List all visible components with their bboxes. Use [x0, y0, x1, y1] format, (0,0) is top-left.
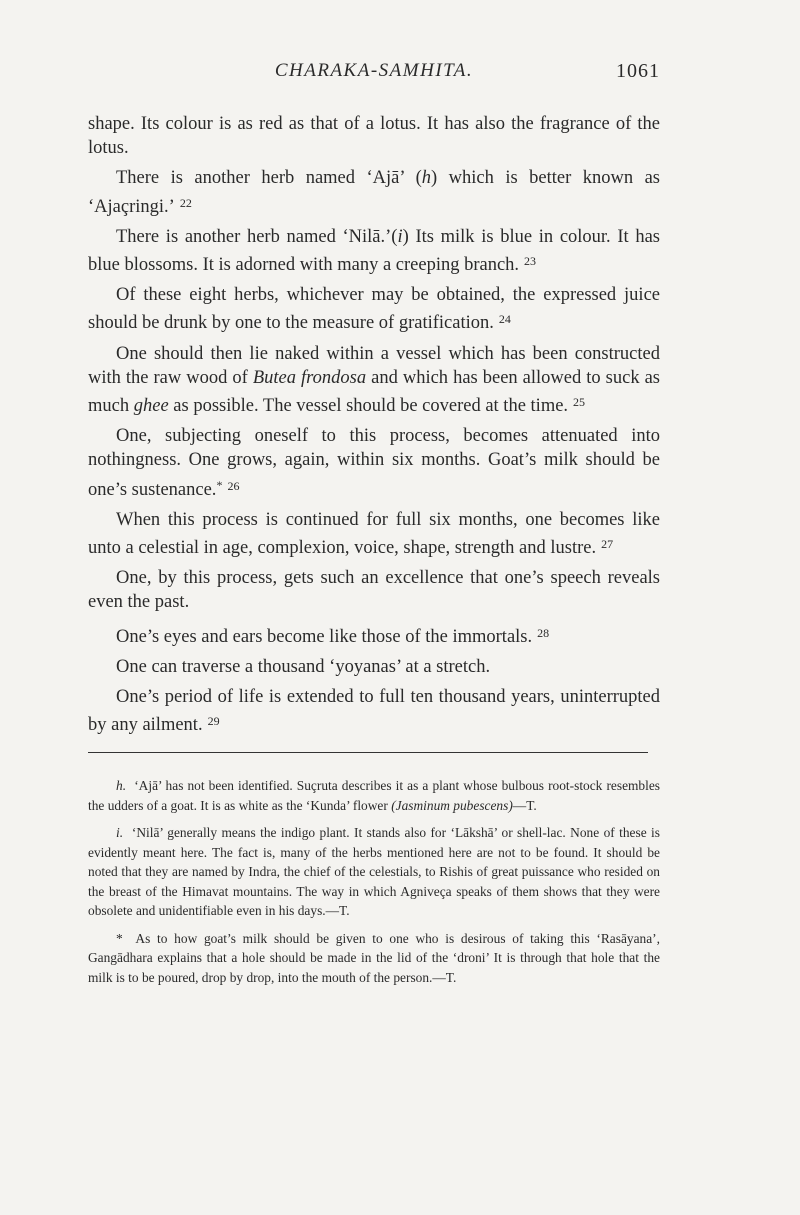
paragraph-7: When this process is continued for full six months, one becomes like unto a celestial in age, complexion, voice, shape, strength and lustre. $^{27}$: [88, 509, 660, 559]
verse-number: 29: [207, 714, 220, 729]
italic-term: (Jasminum pubescens): [391, 797, 513, 813]
paragraph-3: There is another herb named ‘Nilā.’(i) Its milk is blue in colour. It has blue blossoms. It is adorned with many a creeping branch. $^{23}$: [88, 226, 660, 276]
verse-number: 22: [179, 195, 192, 210]
paragraph-1: shape. Its colour is as red as that of a lotus. It has also the fragrance of the lotus.: [88, 114, 660, 159]
paragraph-11: One’s period of life is extended to full ten thousand years, uninterrupted by any ailment. $^{29}$: [88, 687, 660, 736]
paragraph-9: One’s eyes and ears become like those of the immortals. $^{28}$: [116, 625, 550, 647]
running-title: CHARAKA-SAMHITA.: [274, 60, 474, 81]
page-header: [88, 60, 660, 90]
paragraph-6: One, subjecting oneself to this process, becomes attenuated into nothingness. One grows, again, within six months. Goat’s milk should be one’s sustenance.* $^{26}$: [88, 426, 660, 500]
page-number: 1061: [616, 60, 660, 82]
verse-number: 28: [537, 625, 550, 640]
verse-number: 26: [227, 478, 240, 493]
footnote-ref-h: h: [421, 168, 432, 189]
italic-term: ghee: [133, 396, 169, 417]
footnote-label: i.: [116, 825, 124, 840]
footnote-label: h.: [116, 778, 127, 793]
verse-number: 23: [524, 254, 537, 269]
verse-number: 27: [601, 537, 614, 552]
footnote-ref-i: i: [397, 226, 403, 247]
body-text: [88, 112, 660, 743]
italic-term: Butea frondosa: [252, 367, 367, 388]
paragraph-8: One, by this process, gets such an excellence that one’s speech reveals even the past.: [88, 568, 660, 613]
paragraph-2: There is another herb named ‘Ajā’ (h) which is better known as ‘Ajaçringi.’ $^{22}$: [88, 168, 660, 217]
paragraph-5: One should then lie naked within a vessel which has been constructed with the raw wood of Butea frondosa and which has been allowed to suck as much ghee as possible. The vessel should be covered at the time. $^{25}$: [88, 343, 661, 417]
footnote-label: *: [116, 930, 123, 946]
footnote-divider: [88, 752, 648, 753]
footnote-star: * As to how goat’s milk should be given to one who is desirous of taking this ‘Rasāyana’, Gangādhara explains that a hole should be made in the lid of the ‘droni’ It is through that hole that the milk is to be poured, drop by drop, into the mouth of the person.—T.: [88, 930, 660, 985]
footnote-i: i. ‘Nilā’ generally means the indigo plant. It stands also for ‘Lākshā’ or shell-lac. None of these is evidently meant here. The fact is, many of the herbs mentioned here are not to be found. It should be noted that they are named by Indra, the chief of the celestials, to Rishis of great puissance who resided on the breast of the Himavat mountains. The way in which Agniveça speaks of them shows that they were obsolete and unidentifiable even in his days.—T.: [88, 825, 660, 918]
footnotes: [88, 776, 660, 995]
verse-number: 24: [498, 312, 511, 327]
paragraph-10: One can traverse a thousand ‘yoyanas’ at a stretch.: [116, 656, 491, 677]
footnote-ref-star: *: [216, 477, 223, 492]
footnote-h: h. ‘Ajā’ has not been identified. Suçruta describes it as a plant whose bulbous root-stock resembles the udders of a goat. It is as white as the ‘Kunda’ flower (Jasminum pubescens)—T.: [88, 778, 660, 813]
verse-number: 25: [573, 395, 586, 410]
paragraph-4: Of these eight herbs, whichever may be obtained, the expressed juice should be drunk by one to the measure of gratification. $^{24}$: [88, 285, 660, 334]
